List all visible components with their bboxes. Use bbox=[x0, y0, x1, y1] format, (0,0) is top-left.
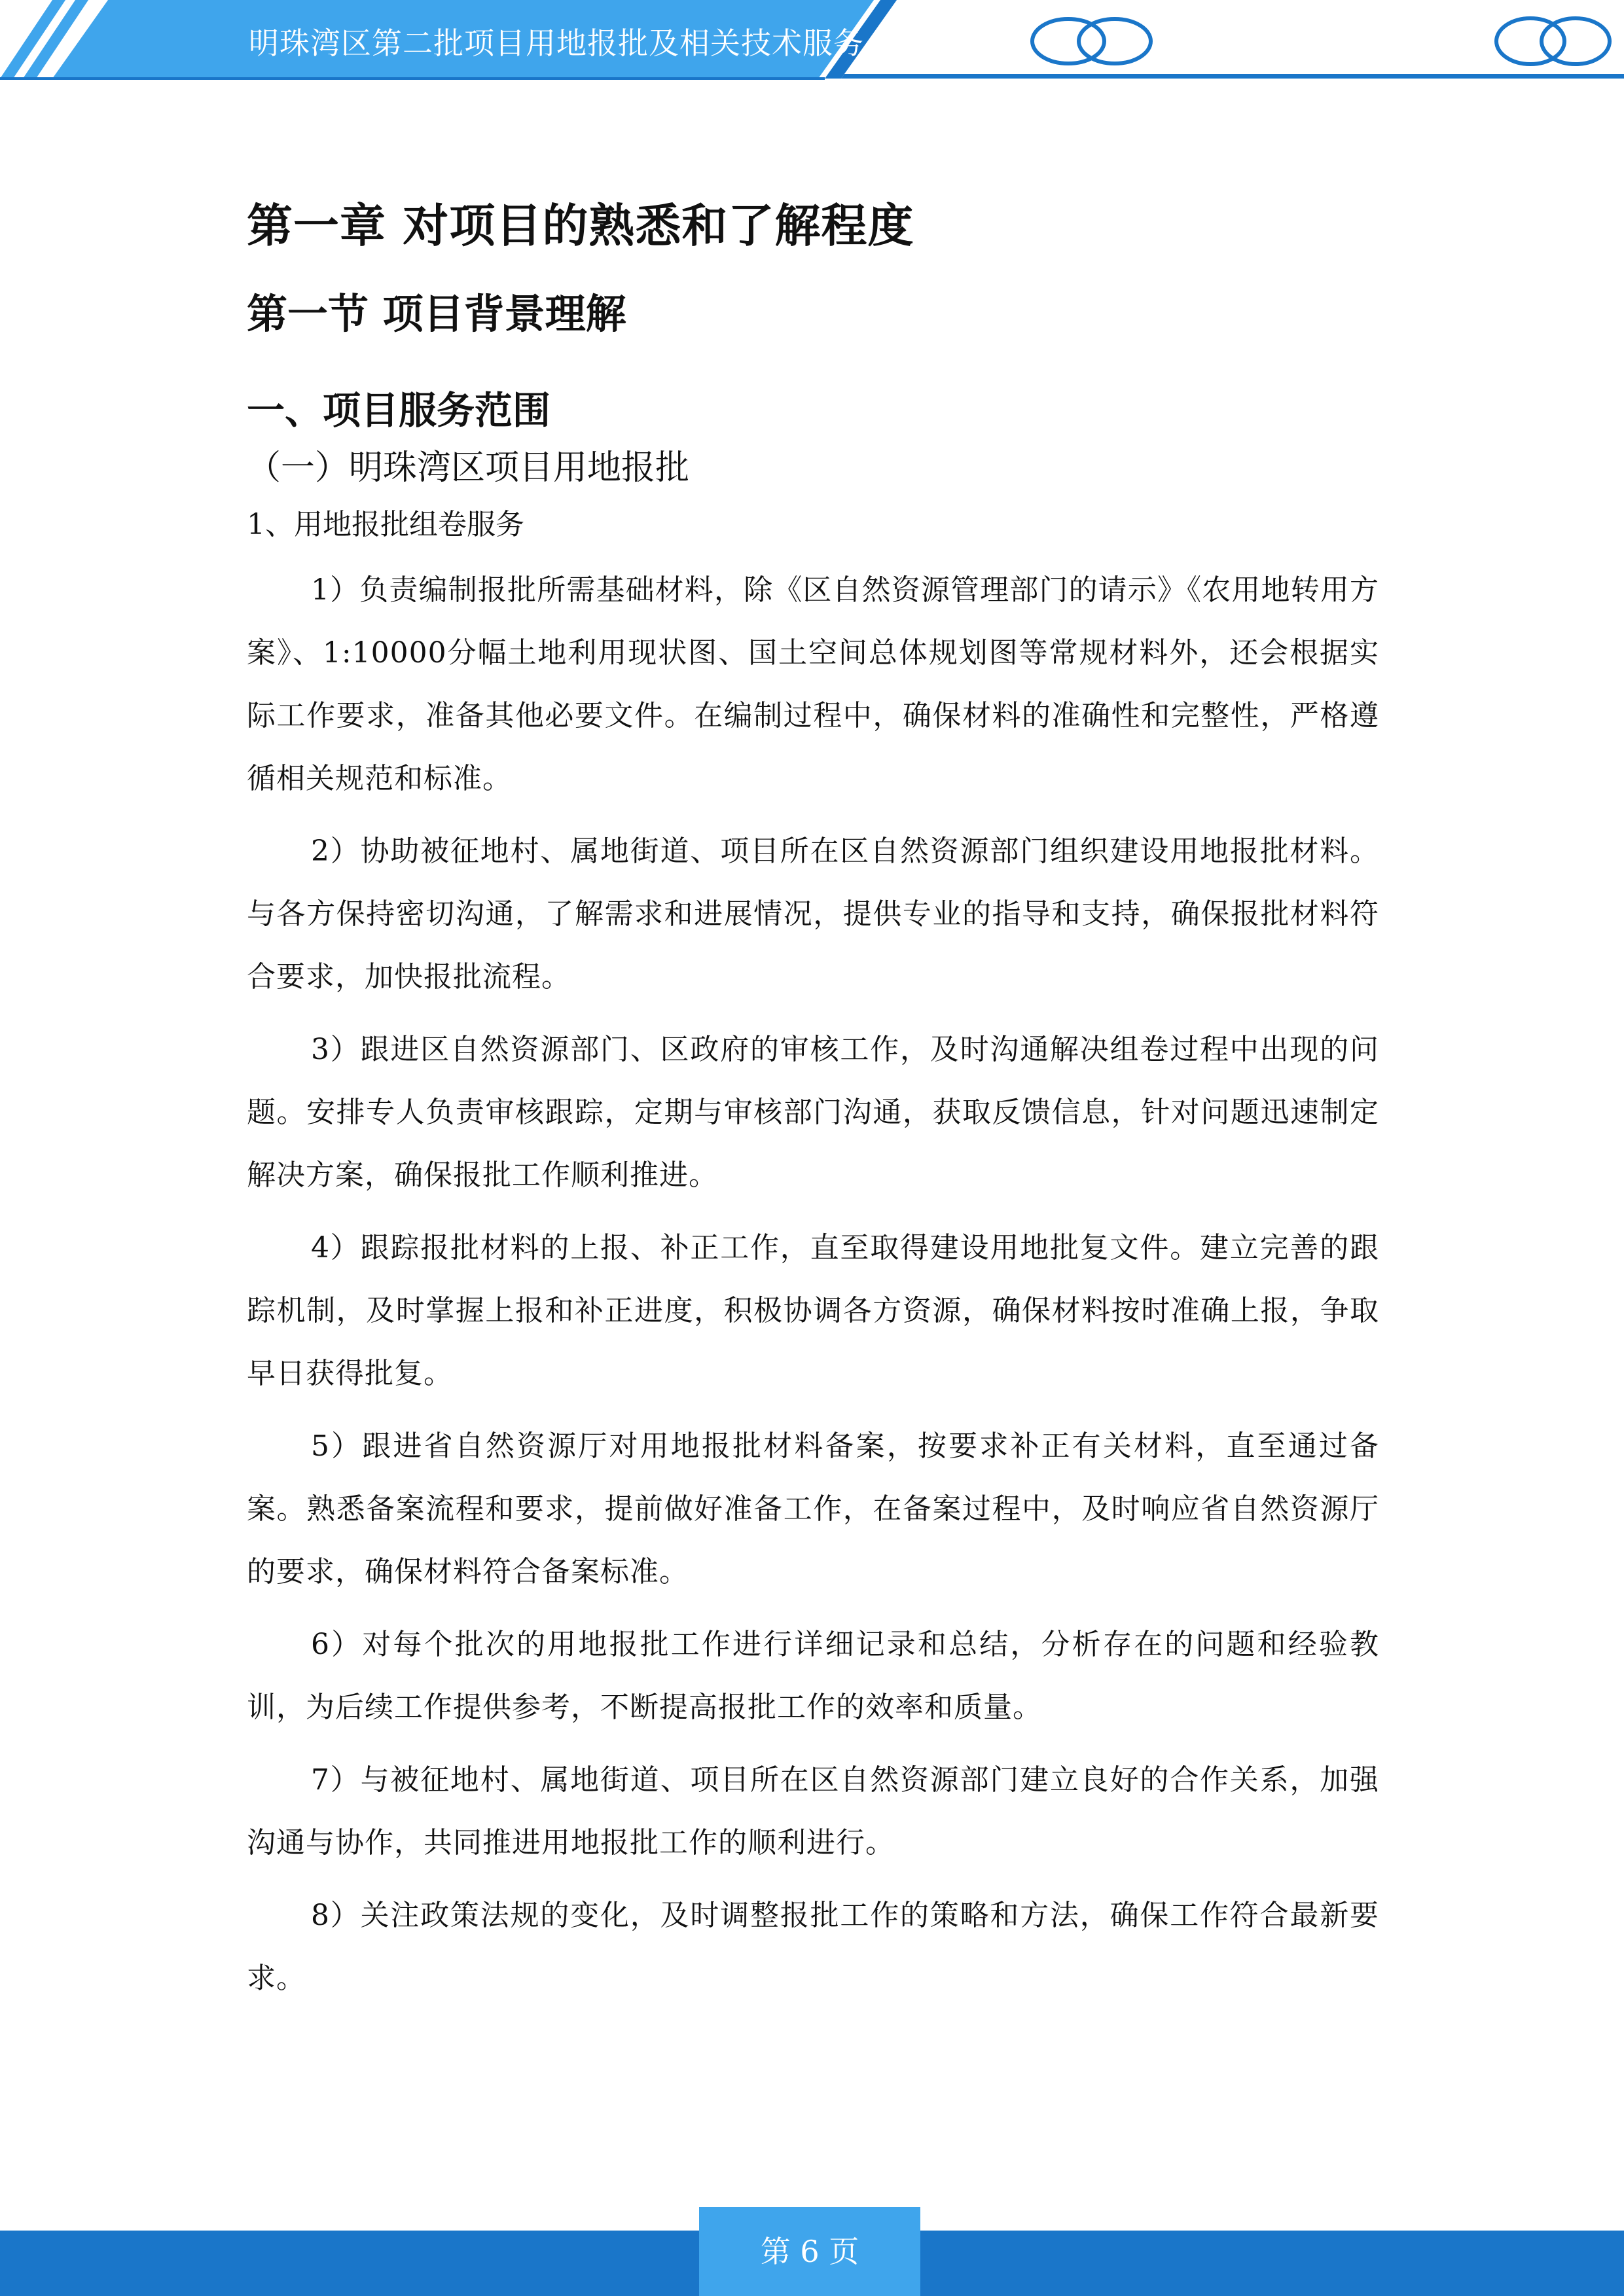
paragraph-5: 5）跟进省自然资源厅对用地报批材料备案，按要求补正有关材料，直至通过备案。熟悉备案流程和要求，提前做好准备工作，在备案过程中，及时响应省自然资源厅的要求，确保材料符合备案标准。 bbox=[247, 1429, 1379, 1588]
item-title: 1、用地报批组卷服务 bbox=[247, 508, 524, 541]
paragraph-8: 8）关注政策法规的变化，及时调整报批工作的策略和方法，确保工作符合最新要求。 bbox=[247, 1899, 1379, 1995]
paragraph-1: 1）负责编制报批所需基础材料，除《区自然资源管理部门的请示》《农用地转用方案》、1:10000分幅土地利用现状图、国土空间总体规划图等常规材料外，还会根据实际工作要求，准备其他必要文件。在编制过程中，确保材料的准确性和完整性，严格遵循相关规范和标准。 bbox=[247, 573, 1379, 795]
chapter-title: 第一章 对项目的熟悉和了解程度 bbox=[247, 199, 914, 253]
document-body bbox=[247, 196, 1379, 2020]
rings-logo-icon bbox=[1492, 14, 1614, 68]
paragraph-3: 3）跟进区自然资源部门、区政府的审核工作，及时沟通解决组卷过程中出现的问题。安排专人负责审核跟踪，定期与审核部门沟通，获取反馈信息，针对问题迅速制定解决方案，确保报批工作顺利推进。 bbox=[247, 1033, 1379, 1192]
page-number: 第 6 页 bbox=[760, 2234, 859, 2269]
header-title: 明珠湾区第二批项目用地报批及相关技术服务 bbox=[249, 26, 864, 61]
paragraph-7: 7）与被征地村、属地街道、项目所在区自然资源部门建立良好的合作关系，加强沟通与协作，共同推进用地报批工作的顺利进行。 bbox=[247, 1763, 1379, 1859]
rings-logo-icon bbox=[1028, 14, 1155, 68]
paragraph-6: 6）对每个批次的用地报批工作进行详细记录和总结，分析存在的问题和经验教训，为后续工作提供参考，不断提高报批工作的效率和质量。 bbox=[247, 1628, 1379, 1724]
section-title: 第一节 项目背景理解 bbox=[247, 290, 626, 338]
subsection-title: 一、项目服务范围 bbox=[247, 388, 551, 433]
paragraph-2: 2）协助被征地村、属地街道、项目所在区自然资源部门组织建设用地报批材料。与各方保持密切沟通，了解需求和进展情况，提供专业的指导和支持，确保报批材料符合要求，加快报批流程。 bbox=[247, 834, 1379, 994]
page-header bbox=[0, 0, 1624, 92]
subsubsection-title: （一）明珠湾区项目用地报批 bbox=[247, 448, 690, 488]
paragraph-4: 4）跟踪报批材料的上报、补正工作，直至取得建设用地批复文件。建立完善的跟踪机制，及时掌握上报和补正进度，积极协调各方资源，确保材料按时准确上报，争取早日获得批复。 bbox=[247, 1231, 1379, 1390]
